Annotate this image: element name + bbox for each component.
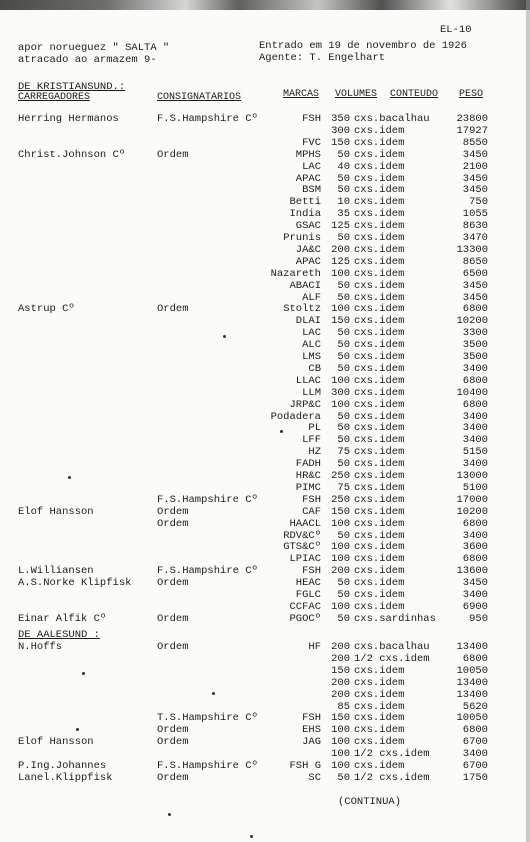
row-contents: cxs.idem (354, 458, 405, 471)
row-mark: LLAC (295, 374, 321, 387)
row-contents: cxs.bacalhau (354, 641, 430, 653)
row-volume: 50 (337, 577, 350, 590)
col-header-volumes: VOLUMES (335, 89, 378, 100)
row-volume: 50 (337, 458, 350, 471)
row-weight: 3400 (462, 458, 488, 471)
row-contents: cxs.idem (354, 434, 405, 447)
row-mark: HAACL (289, 517, 321, 530)
row-contents: cxs.idem (354, 565, 405, 578)
row-weight: 8550 (462, 136, 488, 149)
row-mark: HR&C (295, 470, 321, 482)
row-volume: 200 (331, 688, 350, 701)
row-sender: L.Williansen (18, 565, 94, 578)
row-volume: 200 (331, 243, 350, 256)
row-weight: 3450 (462, 184, 488, 197)
row-mark: ALF (302, 291, 321, 304)
row-volume: 85 (337, 700, 350, 713)
row-consignee: Ordem (157, 517, 189, 530)
row-volume: 100 (331, 517, 350, 530)
row-mark: Nazareth (270, 267, 321, 280)
row-mark: LLM (302, 386, 321, 399)
row-consignee: F.S.Hampshire Cº (157, 760, 258, 772)
row-volume: 100 (331, 267, 350, 280)
row-weight: 8630 (462, 220, 488, 233)
row-consignee: Ordem (157, 736, 189, 749)
row-contents: cxs.idem (354, 541, 405, 554)
row-mark: PIMC (295, 481, 321, 494)
row-consignee: F.S.Hampshire Cº (157, 493, 258, 506)
col-header-consignatarios: CONSIGNATARIOS (157, 92, 242, 103)
row-volume: 50 (337, 148, 350, 161)
row-weight: 3450 (462, 172, 488, 185)
row-sender: Elof Hansson (18, 736, 94, 749)
row-weight: 5620 (462, 700, 488, 713)
row-volume: 125 (331, 255, 350, 268)
row-sender: A.S.Norke Klipfisk (18, 577, 132, 590)
row-weight: 6800 (462, 517, 488, 530)
row-consignee: Ordem (157, 148, 189, 161)
row-contents: cxs.idem (354, 172, 405, 185)
row-weight: 13300 (456, 243, 488, 256)
arrival-line: Entrado em 19 de novembro de 1926 (259, 40, 467, 52)
row-weight: 5100 (462, 481, 488, 494)
section-title-kristiansund: DE KRISTIANSUND.: (18, 81, 126, 93)
row-weight: 6800 (462, 724, 488, 737)
row-mark: FSH (302, 493, 321, 506)
row-consignee: T.S.Hampshire Cº (157, 712, 258, 725)
row-contents: cxs.idem (354, 688, 405, 701)
row-mark: LAC (302, 327, 321, 340)
row-sender: Christ.Johnson Cº (18, 148, 126, 161)
row-weight: 3450 (462, 577, 488, 590)
row-weight: 6800 (462, 374, 488, 387)
row-contents: cxs.idem (354, 374, 405, 387)
row-weight: 750 (469, 196, 488, 209)
row-mark: HZ (308, 446, 321, 459)
row-volume: 50 (337, 612, 350, 625)
row-contents: cxs.idem (354, 351, 405, 363)
row-volume: 50 (337, 351, 350, 363)
continued-note: (CONTINUA) (338, 796, 402, 808)
row-contents: 1/2 cxs.idem (354, 652, 430, 665)
row-mark: LMS (302, 351, 321, 363)
row-volume: 50 (337, 339, 350, 352)
col-header-peso: PESO (459, 89, 484, 100)
row-weight: 3400 (462, 434, 488, 447)
row-mark: ABACI (289, 279, 321, 292)
row-consignee: F.S.Hampshire Cº (157, 113, 258, 125)
row-volume: 50 (337, 232, 350, 244)
row-volume: 200 (331, 641, 350, 653)
row-volume: 75 (337, 446, 350, 459)
row-consignee: Ordem (157, 612, 189, 625)
row-mark: DLAI (295, 315, 321, 328)
row-mark: APAC (295, 172, 321, 185)
row-contents: cxs.idem (354, 410, 405, 423)
row-consignee: Ordem (157, 771, 189, 784)
row-contents: cxs.bacalhau (354, 113, 430, 125)
ink-speck (68, 476, 71, 479)
row-contents: cxs.idem (354, 339, 405, 352)
row-contents: cxs.idem (354, 505, 405, 518)
ink-speck (76, 728, 79, 731)
row-mark: Prunis (283, 232, 321, 244)
row-contents: cxs.idem (354, 362, 405, 375)
row-volume: 100 (331, 374, 350, 387)
row-contents: cxs.idem (354, 208, 405, 221)
row-contents: cxs.idem (354, 386, 405, 399)
row-volume: 50 (337, 410, 350, 423)
row-contents: cxs.idem (354, 736, 405, 749)
row-mark: HEAC (295, 577, 321, 590)
row-weight: 5150 (462, 446, 488, 459)
row-weight: 3450 (462, 279, 488, 292)
row-weight: 3400 (462, 410, 488, 423)
row-contents: 1/2 cxs.idem (354, 748, 430, 761)
row-contents: cxs.idem (354, 220, 405, 233)
row-contents: cxs.idem (354, 303, 405, 316)
row-contents: cxs.idem (354, 160, 405, 173)
row-sender: Elof Hansson (18, 505, 94, 518)
row-weight: 1055 (462, 208, 488, 221)
row-volume: 10 (337, 196, 350, 209)
row-volume: 50 (337, 327, 350, 340)
row-contents: cxs.idem (354, 148, 405, 161)
row-mark: BSM (302, 184, 321, 197)
row-weight: 13400 (456, 688, 488, 701)
row-mark: FVC (302, 136, 321, 149)
row-contents: cxs.idem (354, 553, 405, 566)
berth-line: atracado ao armazem 9- (18, 54, 157, 66)
row-mark: CCFAC (289, 600, 321, 613)
row-volume: 300 (331, 124, 350, 137)
row-weight: 3500 (462, 351, 488, 363)
ink-speck (168, 813, 171, 816)
ink-speck (82, 672, 85, 675)
row-mark: PGOCº (289, 612, 321, 625)
agent-line: Agente: T. Engelhart (259, 52, 386, 64)
row-weight: 3400 (462, 362, 488, 375)
row-volume: 100 (331, 600, 350, 613)
row-sender: Lanel.Klippfisk (18, 771, 113, 784)
col-header-marcas: MARCAS (283, 89, 320, 100)
row-contents: cxs.idem (354, 315, 405, 328)
row-sender: P.Ing.Johannes (18, 760, 107, 772)
row-contents: cxs.idem (354, 481, 405, 494)
row-contents: cxs.idem (354, 196, 405, 209)
row-mark: FADH (295, 458, 321, 471)
row-mark: CB (308, 362, 321, 375)
row-volume: 50 (337, 589, 350, 601)
row-weight: 6700 (462, 736, 488, 749)
row-volume: 300 (331, 386, 350, 399)
row-mark: FSH (302, 565, 321, 578)
row-contents: cxs.idem (354, 243, 405, 256)
row-contents: cxs.idem (354, 279, 405, 292)
row-volume: 100 (331, 303, 350, 316)
row-weight: 3400 (462, 748, 488, 761)
row-weight: 3600 (462, 541, 488, 554)
row-consignee: Ordem (157, 577, 189, 590)
row-contents: 1/2 cxs.idem (354, 771, 430, 784)
row-mark: JRP&C (289, 398, 321, 411)
row-volume: 50 (337, 434, 350, 447)
row-mark: JA&C (295, 243, 321, 256)
row-mark: JAG (302, 736, 321, 749)
row-mark: FGLC (295, 589, 321, 601)
row-contents: cxs.idem (354, 327, 405, 340)
row-weight: 3300 (462, 327, 488, 340)
row-contents: cxs.idem (354, 446, 405, 459)
row-contents: cxs.idem (354, 724, 405, 737)
row-volume: 150 (331, 315, 350, 328)
row-volume: 75 (337, 481, 350, 494)
row-consignee: Ordem (157, 505, 189, 518)
row-weight: 17927 (456, 124, 488, 137)
row-volume: 100 (331, 724, 350, 737)
row-mark: Stoltz (283, 303, 321, 316)
row-contents: cxs.idem (354, 664, 405, 677)
row-consignee: F.S.Hampshire Cº (157, 565, 258, 578)
row-volume: 100 (331, 736, 350, 749)
row-contents: cxs.idem (354, 517, 405, 530)
row-contents: cxs.idem (354, 589, 405, 601)
row-volume: 200 (331, 652, 350, 665)
row-weight: 6800 (462, 398, 488, 411)
row-weight: 3400 (462, 422, 488, 435)
row-weight: 13400 (456, 641, 488, 653)
row-weight: 3500 (462, 339, 488, 352)
row-weight: 6700 (462, 760, 488, 772)
row-mark: ALC (302, 339, 321, 352)
row-consignee: Ordem (157, 724, 189, 737)
row-weight: 10400 (456, 386, 488, 399)
row-contents: cxs.idem (354, 712, 405, 725)
row-mark: Podadera (270, 410, 321, 423)
row-mark: APAC (295, 255, 321, 268)
row-volume: 100 (331, 760, 350, 772)
row-contents: cxs.idem (354, 255, 405, 268)
row-contents: cxs.idem (354, 529, 405, 542)
row-volume: 150 (331, 712, 350, 725)
row-weight: 2100 (462, 160, 488, 173)
row-contents: cxs.idem (354, 232, 405, 244)
row-mark: LFF (302, 434, 321, 447)
row-weight: 3450 (462, 148, 488, 161)
row-mark: GSAC (295, 220, 321, 233)
col-header-carregadores: CARREGADORES (18, 92, 91, 103)
vessel-line: apor norueguez " SALTA " (18, 42, 170, 54)
row-volume: 50 (337, 279, 350, 292)
row-mark: FSH (302, 113, 321, 125)
row-mark: LPIAC (289, 553, 321, 566)
row-volume: 250 (331, 493, 350, 506)
row-weight: 1750 (462, 771, 488, 784)
row-volume: 150 (331, 664, 350, 677)
row-weight: 8650 (462, 255, 488, 268)
ink-speck (223, 335, 226, 338)
row-contents: cxs.idem (354, 600, 405, 613)
row-weight: 6800 (462, 652, 488, 665)
row-weight: 950 (469, 612, 488, 625)
row-weight: 3400 (462, 529, 488, 542)
row-mark: SC (308, 771, 321, 784)
row-weight: 13000 (456, 470, 488, 482)
row-volume: 50 (337, 771, 350, 784)
row-volume: 100 (331, 541, 350, 554)
row-volume: 250 (331, 470, 350, 482)
row-mark: India (289, 208, 321, 221)
row-sender: N.Hoffs (18, 641, 63, 653)
row-weight: 10200 (456, 315, 488, 328)
row-mark: Betti (289, 196, 321, 209)
row-volume: 125 (331, 220, 350, 233)
scan-top-edge (0, 0, 530, 10)
col-header-conteudo: CONTEUDO (390, 89, 439, 100)
row-volume: 100 (331, 748, 350, 761)
row-contents: cxs.idem (354, 184, 405, 197)
row-contents: cxs.idem (354, 493, 405, 506)
row-volume: 50 (337, 184, 350, 197)
row-consignee: Ordem (157, 641, 189, 653)
row-weight: 10050 (456, 712, 488, 725)
row-volume: 350 (331, 113, 350, 125)
row-weight: 6900 (462, 600, 488, 613)
row-volume: 200 (331, 676, 350, 689)
row-weight: 3400 (462, 589, 488, 601)
section-title-aalesund: DE AALESUND : (18, 629, 100, 641)
row-volume: 100 (331, 553, 350, 566)
row-volume: 40 (337, 160, 350, 173)
scan-right-edge (526, 0, 530, 842)
row-weight: 10200 (456, 505, 488, 518)
row-contents: cxs.idem (354, 676, 405, 689)
row-contents: cxs.idem (354, 398, 405, 411)
row-volume: 150 (331, 505, 350, 518)
row-mark: GTS&Cº (283, 541, 321, 554)
row-mark: PL (308, 422, 321, 435)
row-volume: 50 (337, 422, 350, 435)
row-mark: HF (308, 641, 321, 653)
row-volume: 50 (337, 362, 350, 375)
row-weight: 17000 (456, 493, 488, 506)
row-volume: 50 (337, 529, 350, 542)
row-sender: Einar Alfik Cº (18, 612, 107, 625)
row-volume: 150 (331, 136, 350, 149)
row-weight: 3450 (462, 291, 488, 304)
row-weight: 6500 (462, 267, 488, 280)
row-mark: CAF (302, 505, 321, 518)
row-volume: 50 (337, 291, 350, 304)
row-weight: 13400 (456, 676, 488, 689)
row-volume: 100 (331, 398, 350, 411)
row-contents: cxs.idem (354, 700, 405, 713)
row-contents: cxs.sardinhas (354, 612, 436, 625)
row-volume: 200 (331, 565, 350, 578)
row-weight: 6800 (462, 553, 488, 566)
row-consignee: Ordem (157, 303, 189, 316)
row-contents: cxs.idem (354, 267, 405, 280)
row-contents: cxs.idem (354, 422, 405, 435)
row-mark: FSH (302, 712, 321, 725)
row-contents: cxs.idem (354, 291, 405, 304)
row-weight: 13600 (456, 565, 488, 578)
row-volume: 50 (337, 172, 350, 185)
row-sender: Astrup Cº (18, 303, 75, 316)
row-contents: cxs.idem (354, 577, 405, 590)
row-weight: 3470 (462, 232, 488, 244)
row-weight: 10050 (456, 664, 488, 677)
row-contents: cxs.idem (354, 470, 405, 482)
page-number: EL-10 (440, 24, 472, 36)
row-contents: cxs.idem (354, 124, 405, 137)
row-contents: cxs.idem (354, 136, 405, 149)
ink-speck (250, 835, 253, 838)
row-mark: MPHS (295, 148, 321, 161)
row-weight: 23800 (456, 113, 488, 125)
row-volume: 35 (337, 208, 350, 221)
row-mark: RDV&Cº (283, 529, 321, 542)
row-mark: EHS (302, 724, 321, 737)
row-mark: FSH G (289, 760, 321, 772)
row-sender: Herring Hermanos (18, 113, 119, 125)
ink-speck (212, 692, 215, 695)
row-contents: cxs.idem (354, 760, 405, 772)
ink-speck (280, 430, 283, 433)
row-weight: 6800 (462, 303, 488, 316)
row-mark: LAC (302, 160, 321, 173)
